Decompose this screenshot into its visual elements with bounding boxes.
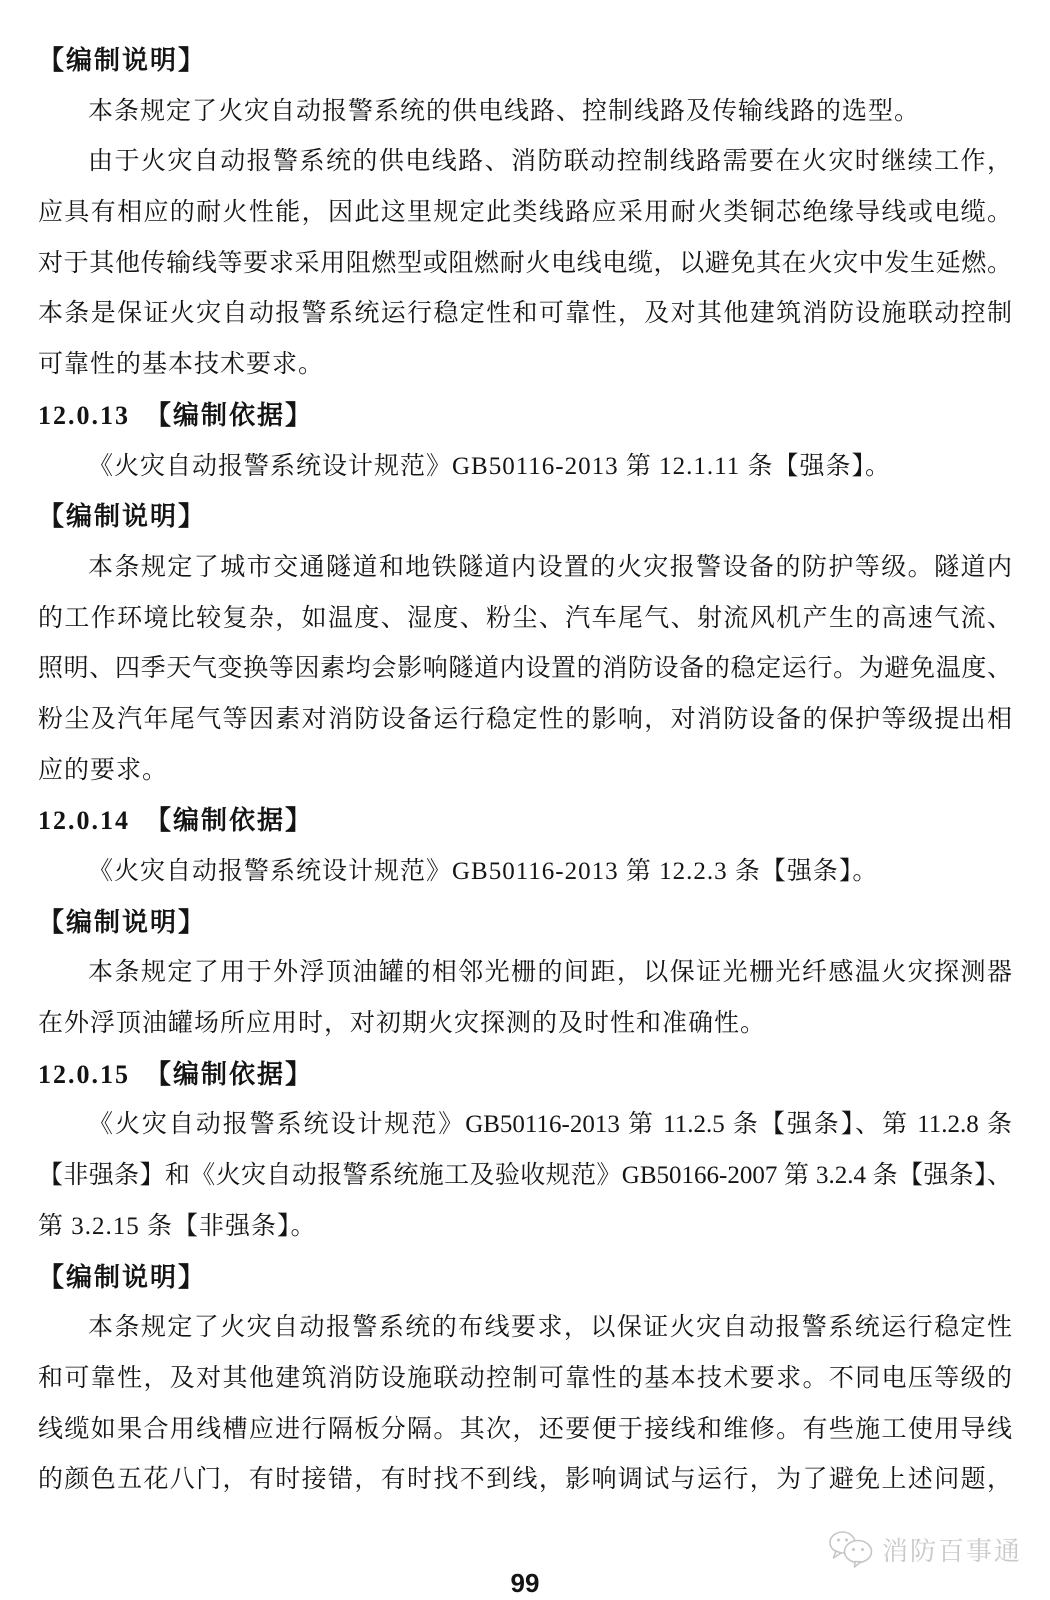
section-heading: 【编制说明】 — [38, 502, 207, 532]
clause-heading: 12.0.15 【编制依据】 — [38, 1059, 314, 1089]
text-line: 对于其他传输线等要求采用阻燃型或阻燃耐火电线电缆，以避免其在火灾中发生延燃。 — [38, 249, 1012, 277]
watermark-text: 消防百事通 — [881, 1536, 1022, 1566]
section-heading: 【编制说明】 — [38, 907, 207, 937]
document-body — [38, 36, 1012, 1506]
text-line: 本条规定了用于外浮顶油罐的相邻光栅的间距，以保证光栅光纤感温火灾探测器 — [88, 959, 1012, 987]
clause-heading: 12.0.13 【编制依据】 — [38, 400, 314, 430]
page-number: 99 — [510, 1568, 540, 1598]
text-line: 《火灾自动报警系统设计规范》GB50116-2013 第 12.1.11 条【强条】。 — [88, 452, 891, 480]
text-line: 应的要求。 — [38, 756, 169, 784]
text-line: 照明、四季天气变换等因素均会影响隧道内设置的消防设备的稳定运行。为避免温度、 — [38, 655, 1012, 683]
text-line: 和可靠性，及对其他建筑消防设施联动控制可靠性的基本技术要求。不同电压等级的 — [38, 1364, 1012, 1392]
text-line: 本条规定了火灾自动报警系统的供电线路、控制线路及传输线路的选型。 — [88, 97, 921, 125]
text-line: 第 3.2.15 条【非强条】。 — [38, 1212, 317, 1240]
text-line: 本条是保证火灾自动报警系统运行稳定性和可靠性，及对其他建筑消防设施联动控制 — [38, 300, 1012, 328]
text-line: 的颜色五花八门，有时接错，有时找不到线，影响调试与运行，为了避免上述问题， — [38, 1466, 1012, 1494]
text-line: 本条规定了火灾自动报警系统的布线要求，以保证火灾自动报警系统运行稳定性 — [88, 1314, 1012, 1342]
text-line: 由于火灾自动报警系统的供电线路、消防联动控制线路需要在火灾时继续工作， — [88, 148, 1012, 176]
text-line: 应具有相应的耐火性能，因此这里规定此类线路应采用耐火类铜芯绝缘导线或电缆。 — [38, 199, 1012, 227]
text-line: 线缆如果合用线槽应进行隔板分隔。其次，还要便于接线和维修。有些施工使用导线 — [38, 1415, 1012, 1443]
clause-heading: 12.0.14 【编制依据】 — [38, 806, 314, 836]
wechat-icon — [828, 1530, 874, 1568]
text-line: 《火灾自动报警系统设计规范》GB50116-2013 第 12.2.3 条【强条】。 — [88, 858, 879, 885]
section-heading: 【编制说明】 — [38, 46, 207, 75]
text-line: 在外浮顶油罐场所应用时，对初期火灾探测的及时性和准确性。 — [38, 1010, 767, 1038]
watermark — [828, 1530, 1022, 1568]
section-heading: 【编制说明】 — [38, 1262, 207, 1292]
text-line: 可靠性的基本技术要求。 — [38, 351, 325, 379]
text-line: 《火灾自动报警系统设计规范》GB50116-2013 第 11.2.5 条【强条】、第 11.2.8 条 — [88, 1111, 1012, 1139]
text-line: 【非强条】和《火灾自动报警系统施工及验收规范》GB50166-2007 第 3.2.4 条【强条】、 — [38, 1162, 1012, 1190]
text-line: 的工作环境比较复杂，如温度、湿度、粉尘、汽车尾气、射流风机产生的高速气流、 — [38, 604, 1012, 632]
text-line: 粉尘及汽年尾气等因素对消防设备运行稳定性的影响，对消防设备的保护等级提出相 — [38, 705, 1012, 733]
text-line: 本条规定了城市交通隧道和地铁隧道内设置的火灾报警设备的防护等级。隧道内 — [88, 553, 1012, 581]
